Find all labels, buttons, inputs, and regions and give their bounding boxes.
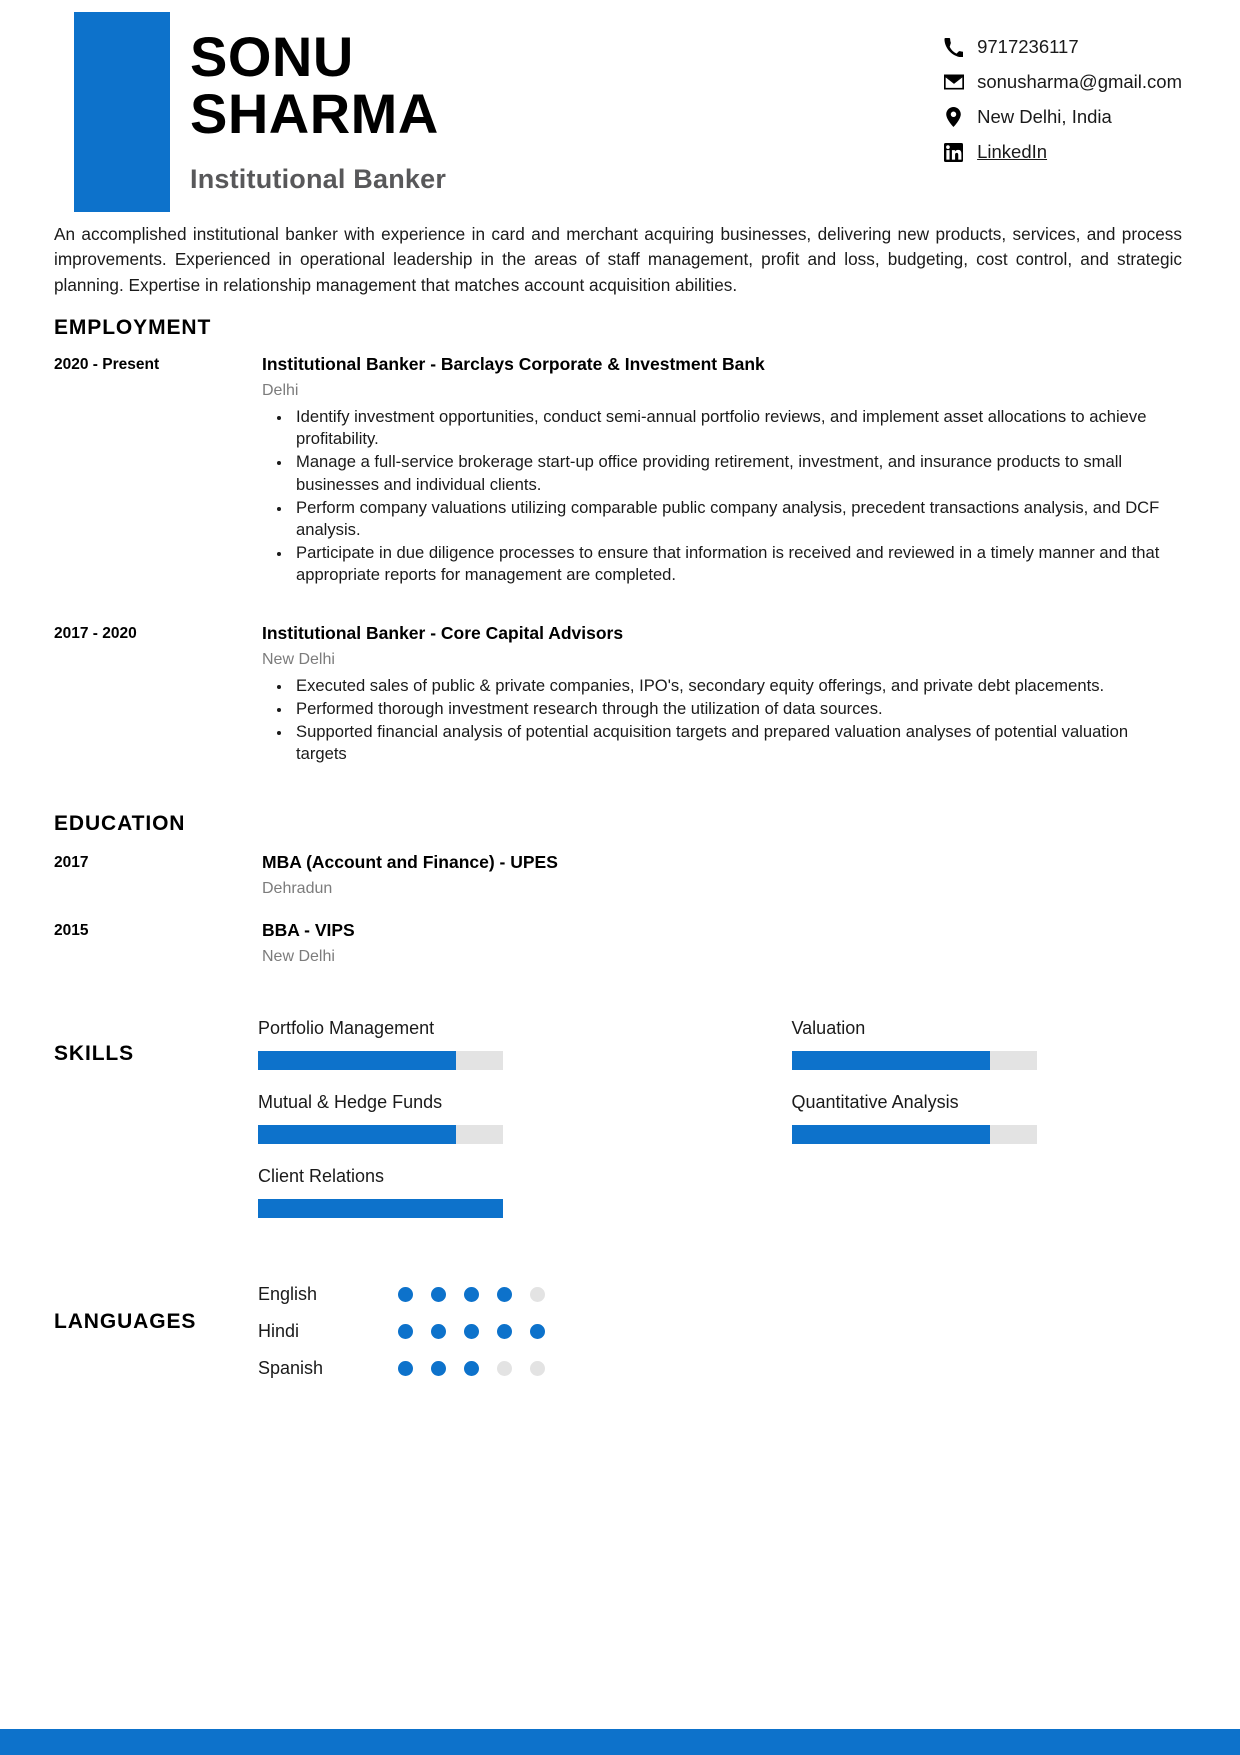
- skills-section: [54, 1018, 1182, 1218]
- skill-progress-track: [258, 1199, 503, 1218]
- employment-bullets: [262, 406, 1182, 586]
- list-item: • Supported financial analysis of potential acquisition targets and prepared valuation analyses of potential valuation targets: [292, 721, 1182, 765]
- skill-label: Quantitative Analysis: [791, 1092, 959, 1113]
- rating-dot-filled: [497, 1324, 512, 1339]
- skill-progress-fill: [258, 1125, 456, 1144]
- contact-linkedin-link[interactable]: LinkedIn: [977, 141, 1048, 162]
- language-item: [258, 1276, 1182, 1313]
- contact-location: [943, 104, 1112, 130]
- education-date: 2017: [54, 854, 89, 872]
- language-item: [258, 1350, 1182, 1387]
- envelope-icon: [943, 72, 964, 93]
- language-item: [258, 1313, 1182, 1350]
- skill-label: Valuation: [791, 1018, 866, 1039]
- name-block: [190, 25, 447, 195]
- languages-section: [54, 1276, 1182, 1387]
- job-title: Institutional Banker: [190, 164, 447, 195]
- rating-dot-filled: [530, 1324, 545, 1339]
- skill-progress-fill: [792, 1125, 990, 1144]
- language-rating: [398, 1287, 545, 1302]
- list-item: • Participate in due diligence processes to ensure that information is received and reviewed in a timely manner and that appropriate reports for management are completed.: [292, 542, 1182, 586]
- skill-label: Client Relations: [258, 1166, 385, 1187]
- education-location: New Delhi: [262, 948, 335, 966]
- rating-dot-filled: [398, 1361, 413, 1376]
- rating-dot-empty: [497, 1361, 512, 1376]
- rating-dot-filled: [497, 1287, 512, 1302]
- list-item: • Identify investment opportunities, conduct semi-annual portfolio reviews, and implement asset allocations to achieve profitability.: [292, 406, 1182, 450]
- list-item: • Executed sales of public & private companies, IPO's, secondary equity offerings, and private debt placements.: [292, 675, 1182, 697]
- professional-summary: An accomplished institutional banker with experience in card and merchant acquiring businesses, delivering new products, services, and process improvements. Experienced in operational leadership in the areas of staff management, profit and loss, budgeting, cost control, and strategic planning. Expertise in relationship management that matches account acquisition abilities.: [54, 224, 1182, 295]
- rating-dot-filled: [431, 1361, 446, 1376]
- contact-email: [943, 69, 1182, 95]
- footer-accent-bar: [0, 1729, 1240, 1755]
- education-entry: [54, 920, 1182, 966]
- skill-progress-fill: [258, 1199, 503, 1218]
- first-name: SONU: [190, 25, 354, 88]
- skill-progress-track: [258, 1051, 503, 1070]
- education-location: Dehradun: [262, 880, 333, 898]
- skills-grid: [258, 1018, 1182, 1218]
- list-item: • Performed thorough investment research through the utilization of data sources.: [292, 698, 1182, 720]
- contact-location-text: New Delhi, India: [977, 106, 1112, 127]
- last-name: SHARMA: [190, 82, 439, 146]
- contact-phone: [943, 34, 1079, 60]
- skill-item: [258, 1018, 649, 1070]
- employment-date: 2020 - Present: [54, 356, 160, 374]
- employment-title: Institutional Banker - Barclays Corporate & Investment Bank: [262, 354, 765, 375]
- skill-item: [792, 1018, 1183, 1070]
- language-label: Hindi: [258, 1321, 300, 1342]
- rating-dot-filled: [398, 1287, 413, 1302]
- phone-icon: [943, 37, 964, 58]
- skill-label: Mutual & Hedge Funds: [258, 1092, 443, 1113]
- language-rating: [398, 1361, 545, 1376]
- contact-phone-text: 9717236117: [977, 36, 1079, 57]
- section-heading-languages: LANGUAGES: [54, 1310, 197, 1334]
- rating-dot-filled: [431, 1287, 446, 1302]
- language-label: English: [258, 1284, 318, 1305]
- location-pin-icon: [943, 107, 964, 128]
- skill-item: [258, 1166, 649, 1218]
- linkedin-icon: [943, 142, 964, 163]
- education-date: 2015: [54, 922, 89, 940]
- skill-progress-track: [792, 1125, 1037, 1144]
- skill-progress-fill: [792, 1051, 990, 1070]
- contact-linkedin[interactable]: [943, 139, 1047, 165]
- list-item: • Manage a full-service brokerage start-up office providing retirement, investment, and insurance products to small businesses and individual clients.: [292, 451, 1182, 495]
- skill-label: Portfolio Management: [258, 1018, 435, 1039]
- accent-bar: [74, 12, 170, 212]
- languages-list: [258, 1276, 1182, 1387]
- rating-dot-filled: [464, 1361, 479, 1376]
- skill-progress-track: [258, 1125, 503, 1144]
- section-heading-employment: EMPLOYMENT: [54, 316, 212, 340]
- skill-item: [792, 1092, 1183, 1144]
- employment-title: Institutional Banker - Core Capital Advisors: [262, 622, 624, 643]
- contact-email-text: sonusharma@gmail.com: [977, 71, 1182, 92]
- rating-dot-filled: [464, 1287, 479, 1302]
- resume-header: [0, 0, 1240, 212]
- section-heading-education: EDUCATION: [54, 812, 186, 836]
- skill-progress-track: [792, 1051, 1037, 1070]
- resume-body: [0, 222, 1240, 1387]
- list-item: • Perform company valuations utilizing comparable public company analysis, precedent transactions analysis, and DCF analysis.: [292, 497, 1182, 541]
- education-title: BBA - VIPS: [262, 920, 355, 941]
- employment-entry: [54, 623, 1182, 766]
- skill-progress-fill: [258, 1051, 456, 1070]
- education-entry: [54, 852, 1182, 898]
- employment-entry: [54, 354, 1182, 587]
- rating-dot-empty: [530, 1361, 545, 1376]
- employment-location: New Delhi: [262, 650, 335, 668]
- employment-date: 2017 - 2020: [54, 624, 137, 642]
- rating-dot-filled: [431, 1324, 446, 1339]
- employment-bullets: [262, 675, 1182, 765]
- rating-dot-filled: [464, 1324, 479, 1339]
- skill-item: [258, 1092, 649, 1144]
- employment-location: Delhi: [262, 382, 299, 400]
- rating-dot-filled: [398, 1324, 413, 1339]
- contact-list: [943, 34, 1182, 165]
- rating-dot-empty: [530, 1287, 545, 1302]
- language-rating: [398, 1324, 545, 1339]
- language-label: Spanish: [258, 1358, 324, 1379]
- education-title: MBA (Account and Finance) - UPES: [262, 852, 558, 873]
- section-heading-skills: SKILLS: [54, 1042, 135, 1066]
